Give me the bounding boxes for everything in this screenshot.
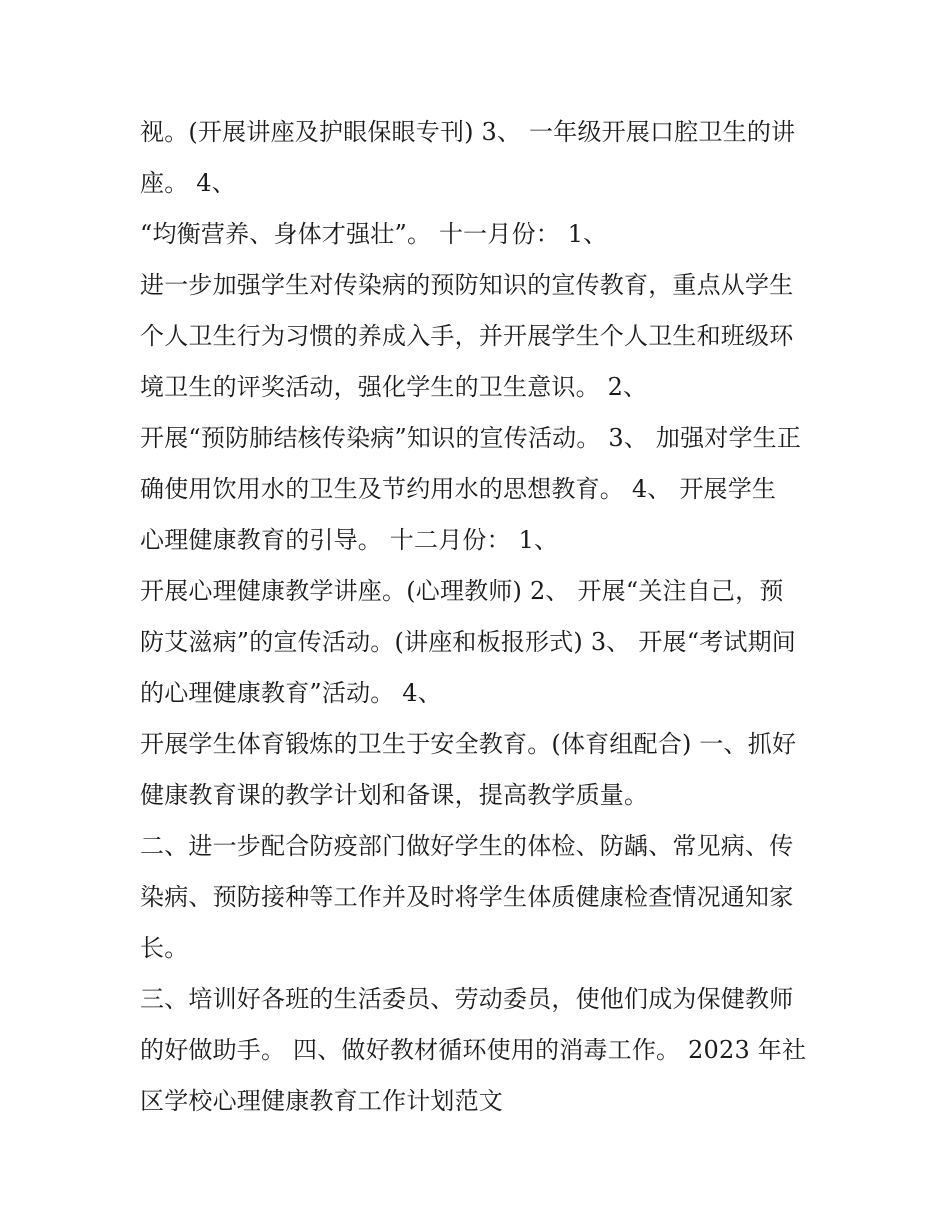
text-line: 的好做助手。 四、做好教材循环使用的消毒工作。 2023 年社: [140, 1036, 807, 1064]
text-line: 心理健康教育的引导。 十二月份： 1、: [140, 526, 559, 554]
text-line: 进一步加强学生对传染病的预防知识的宣传教育，重点从学生: [140, 271, 794, 299]
text-line: 防艾滋病”的宣传活动。(讲座和板报形式) 3、 开展“考试期间: [140, 628, 796, 656]
document-body: [140, 107, 840, 1127]
text-line: 开展“预防肺结核传染病”知识的宣传活动。 3、 加强对学生正: [140, 424, 802, 452]
text-line: “均衡营养、身体才强壮”。 十一月份： 1、: [140, 220, 608, 248]
text-line: 开展学生体育锻炼的卫生于安全教育。(体育组配合) 一、抓好: [140, 730, 797, 758]
text-line: 健康教育课的教学计划和备课，提高教学质量。: [140, 781, 649, 809]
text-line: 二、进一步配合防疫部门做好学生的体检、防龋、常见病、传: [140, 832, 794, 860]
text-line: 开展心理健康教学讲座。(心理教师) 2、 开展“关注自己，预: [140, 577, 784, 605]
text-line: 的心理健康教育”活动。 4、: [140, 679, 442, 707]
text-line: 境卫生的评奖活动，强化学生的卫生意识。 2、: [140, 373, 648, 401]
text-line: 长。: [140, 934, 189, 962]
text-line: 染病、预防接种等工作并及时将学生体质健康检查情况通知家: [140, 883, 794, 911]
text-line: 三、培训好各班的生活委员、劳动委员，使他们成为保健教师: [140, 985, 794, 1013]
text-line: 座。 4、: [140, 169, 236, 197]
text-line: 区学校心理健康教育工作计划范文: [140, 1087, 503, 1115]
text-line: 确使用饮用水的卫生及节约用水的思想教育。 4、 开展学生: [140, 475, 777, 503]
text-line: 个人卫生行为习惯的养成入手，并开展学生个人卫生和班级环: [140, 322, 794, 350]
text-line: 视。(开展讲座及护眼保眼专刊) 3、 一年级开展口腔卫生的讲: [140, 118, 796, 146]
